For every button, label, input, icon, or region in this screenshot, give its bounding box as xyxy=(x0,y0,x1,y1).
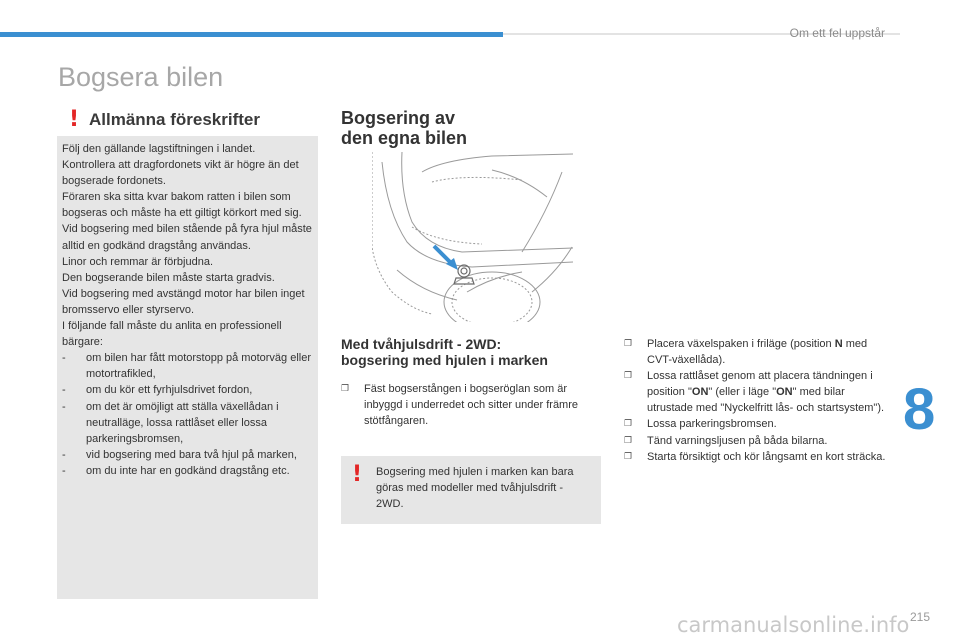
list-item-text: vid bogsering med bara två hjul på marken, xyxy=(86,448,297,461)
towing-steps-list xyxy=(624,336,886,465)
list-item xyxy=(62,382,317,398)
checkbox-bullet-icon: ❐ xyxy=(624,435,633,446)
general-precautions-title: Allmänna föreskrifter xyxy=(89,110,260,129)
paragraph: Vid bogsering med avstängd motor har bilen inget bromsservo eller styrservo. xyxy=(62,287,305,316)
2wd-note-box xyxy=(341,456,601,524)
warning-icon: ! xyxy=(69,107,80,132)
list-item xyxy=(62,463,317,479)
general-precautions-header xyxy=(57,106,318,136)
checkbox-bullet-icon: ❐ xyxy=(341,384,350,394)
paragraph: Följ den gällande lagstiftningen i landet. xyxy=(62,143,256,155)
two-wd-instructions xyxy=(341,381,586,429)
step-text: " med bilar utrustade med "Nyckelfritt lås- och startsystem"). xyxy=(647,386,885,415)
two-wd-title-line2: bogsering med hjulen i marken xyxy=(341,352,548,368)
list-item-text: om du kör ett fyrhjulsdrivet fordon, xyxy=(86,384,253,397)
step-text: Lossa rattlåset genom att placera tändningen i position " xyxy=(647,370,873,399)
note-text: Bogsering med hjulen i marken kan bara göras med modeller med tvåhjulsdrift - 2WD. xyxy=(376,466,574,510)
list-item xyxy=(62,350,317,382)
list-item xyxy=(624,416,886,432)
list-item xyxy=(62,447,317,463)
checkbox-bullet-icon: ❐ xyxy=(624,419,633,430)
section-header: Om ett fel uppstår xyxy=(789,26,885,40)
step-text: Starta försiktigt och kör långsamt en kort sträcka. xyxy=(647,450,886,463)
list-dash: - xyxy=(62,384,66,397)
page-number: 215 xyxy=(910,610,931,624)
list-item-text: om du inte har en godkänd dragstång etc. xyxy=(86,464,290,477)
general-precautions-box xyxy=(57,106,318,599)
list-dash: - xyxy=(62,464,66,477)
paragraph: Den bogserande bilen måste starta gradvis. xyxy=(62,271,275,284)
step-text: " (eller i läge " xyxy=(708,386,777,399)
general-precautions-body xyxy=(62,141,317,479)
paragraph: Vid bogsering med bilen stående på fyra hjul måste alltid en godkänd dragstång användas. xyxy=(62,223,312,252)
list-item xyxy=(624,368,886,416)
list-dash: - xyxy=(62,448,66,461)
chapter-number: 8 xyxy=(903,377,936,442)
list-item xyxy=(624,449,886,465)
step-text-bold: ON xyxy=(691,386,709,399)
own-towing-title-line2: den egna bilen xyxy=(341,128,468,148)
paragraph: Linor och remmar är förbjudna. xyxy=(62,255,214,268)
step-text-bold: N xyxy=(834,338,843,350)
checkbox-bullet-icon: ❐ xyxy=(624,451,633,462)
list-item-text: Fäst bogserstången i bogseröglan som är inbyggd i underredet och sitter under främre stötfångaren. xyxy=(364,383,579,428)
warning-icon: ! xyxy=(352,462,363,487)
step-text-bold: ON xyxy=(776,386,793,399)
own-towing-title-line1: Bogsering av xyxy=(341,108,456,128)
paragraph: I följande fall måste du anlita en professionell bärgare: xyxy=(62,320,282,349)
step-text: Lossa parkeringsbromsen. xyxy=(647,418,777,431)
step-text: Placera växelspaken i friläge (position xyxy=(647,338,835,350)
two-wd-title-line1: Med tvåhjulsdrift - 2WD: xyxy=(341,336,502,352)
paragraph: Föraren ska sitta kvar bakom ratten i bilen som bogseras och måste ha ett giltigt körkort med sig. xyxy=(62,191,302,220)
list-item xyxy=(62,399,317,447)
two-wd-title xyxy=(341,336,548,368)
paragraph: Kontrollera att dragfordonets vikt är högre än det bogserade fordonets. xyxy=(62,159,299,188)
list-item-text: om det är omöjligt att ställa växellådan i neutralläge, lossa rattlåset eller lossa parkeringsbromsen, xyxy=(86,400,279,445)
header-accent-bar xyxy=(0,32,503,37)
step-text: Tänd varningsljusen på båda bilarna. xyxy=(647,434,828,447)
list-dash: - xyxy=(62,352,66,365)
list-item xyxy=(341,381,586,429)
watermark: carmanualsonline.info xyxy=(677,613,910,637)
list-dash: - xyxy=(62,400,66,413)
own-towing-title xyxy=(341,108,467,148)
page-title: Bogsera bilen xyxy=(58,62,224,92)
front-bumper-tow-eye-illustration xyxy=(372,152,573,322)
checkbox-bullet-icon: ❐ xyxy=(624,339,633,349)
list-item xyxy=(624,336,886,368)
list-item xyxy=(624,433,886,449)
list-item-text: om bilen har fått motorstopp på motorväg eller motortrafikled, xyxy=(86,352,312,381)
step-text: med CVT-växellåda). xyxy=(647,338,868,367)
checkbox-bullet-icon: ❐ xyxy=(624,371,633,382)
